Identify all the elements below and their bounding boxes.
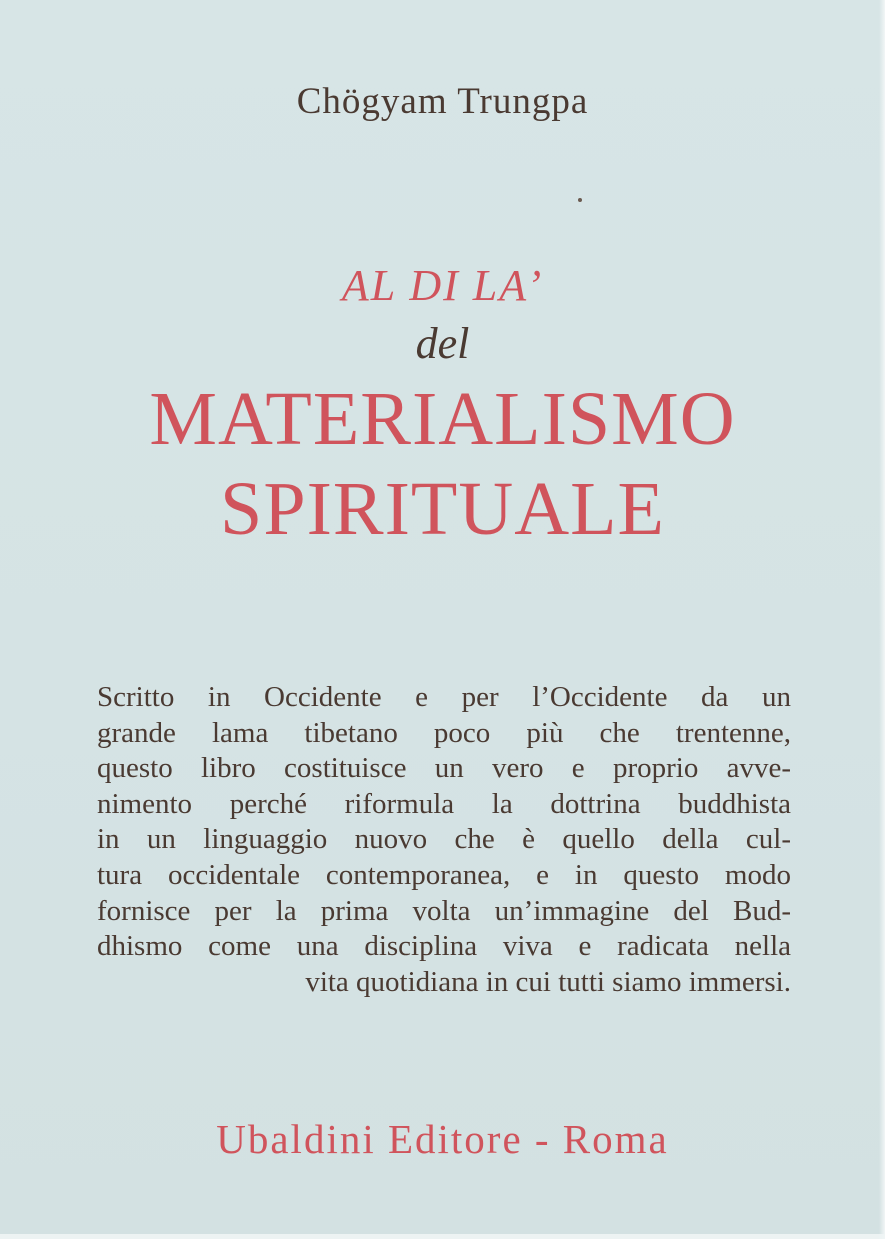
page-edge-bottom bbox=[0, 1234, 885, 1239]
blurb-line: vita quotidiana in cui tutti siamo immersi. bbox=[305, 965, 791, 998]
paper-speck bbox=[578, 198, 582, 202]
blurb-line: questo libro costituisce un vero e proprio avve- bbox=[97, 752, 791, 785]
blurb-line: nimento perché riformula la dottrina buddhista bbox=[97, 787, 791, 820]
blurb-line: Scritto in Occidente e per l’Occidente da un bbox=[97, 681, 791, 713]
title-line-2: del bbox=[415, 319, 470, 368]
title-line-4: SPIRITUALE bbox=[220, 467, 665, 551]
blurb-line: in un linguaggio nuovo che è quello della cul- bbox=[97, 823, 791, 856]
title-line-3: MATERIALISMO bbox=[149, 377, 736, 461]
blurb-line: tura occidentale contemporanea, e in questo modo bbox=[97, 858, 791, 891]
blurb-line: dhismo come una disciplina viva e radicata nella bbox=[97, 930, 791, 963]
blurb-line: grande lama tibetano poco più che trentenne, bbox=[97, 716, 791, 749]
title-line-1: AL DI LA’ bbox=[341, 261, 544, 310]
author-name: Chögyam Trungpa bbox=[296, 81, 589, 122]
page-edge-right bbox=[879, 0, 885, 1239]
publisher-name: Ubaldini Editore - Roma bbox=[216, 1116, 669, 1162]
cover-blurb bbox=[97, 680, 791, 1000]
blurb-line: fornisce per la prima volta un’immagine del Bud- bbox=[97, 894, 791, 927]
